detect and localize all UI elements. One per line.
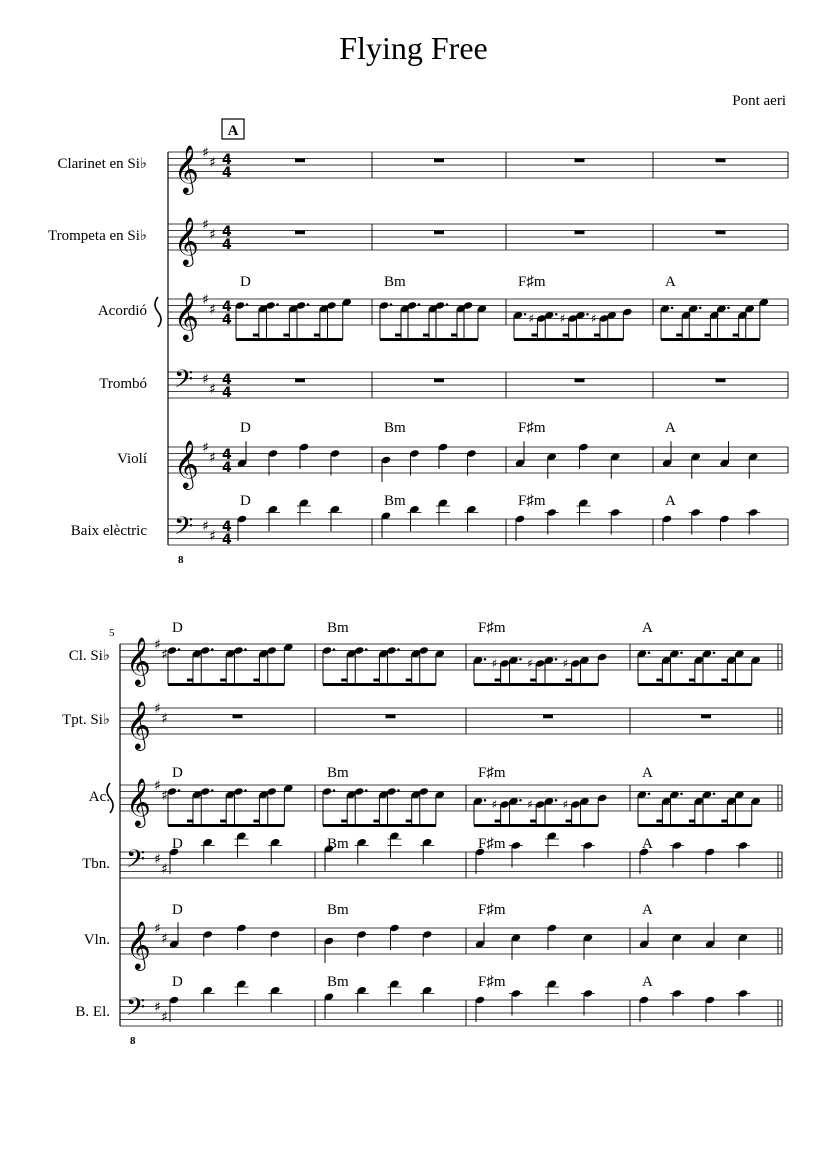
augmentation-dot	[555, 799, 558, 802]
time-signature-bottom: 4	[222, 312, 232, 328]
augmentation-dot	[586, 313, 589, 316]
whole-rest	[295, 159, 305, 163]
chord-symbol: F♯m	[478, 902, 506, 918]
whole-rest	[701, 715, 711, 719]
instrument-name: Clarinet en Si♭	[57, 156, 147, 172]
whole-rest	[434, 379, 444, 383]
chord-symbol: D	[172, 620, 183, 636]
whole-rest	[716, 159, 726, 163]
chord-symbol: D	[240, 274, 251, 290]
chord-symbol: Bm	[384, 274, 406, 290]
key-signature-sharp: ♯	[209, 381, 216, 398]
key-signature-sharp: ♯	[154, 701, 161, 717]
whole-rest	[575, 159, 585, 163]
bass-clef-icon: 𝄢	[126, 993, 146, 1028]
key-signature-sharp: ♯	[209, 449, 216, 466]
time-signature-top: 4	[222, 224, 232, 240]
time-signature-top: 4	[222, 519, 232, 535]
chord-symbol: F♯m	[518, 493, 546, 509]
accidental-sharp: ♯	[527, 797, 533, 812]
instrument-name: Tpt. Si♭	[62, 712, 110, 728]
augmentation-dot	[246, 303, 249, 306]
key-signature-sharp: ♯	[209, 154, 216, 171]
chord-symbol: Bm	[327, 902, 349, 918]
whole-rest	[295, 231, 305, 235]
chord-symbol: F♯m	[518, 420, 546, 436]
instrument-name: Violí	[117, 451, 147, 467]
augmentation-dot	[713, 651, 716, 654]
key-signature-sharp: ♯	[209, 226, 216, 243]
instrument-name: B. El.	[75, 1004, 110, 1020]
chord-symbol: F♯m	[478, 836, 506, 852]
chord-symbol: D	[240, 493, 251, 509]
augmentation-dot	[648, 792, 651, 795]
measure-number: 5	[109, 627, 115, 639]
accidental-sharp: ♯	[491, 656, 498, 671]
time-signature-bottom: 4	[222, 165, 232, 181]
chord-symbol: A	[665, 493, 676, 509]
chord-symbol: A	[665, 274, 676, 290]
treble-clef-icon: 𝄞	[126, 700, 151, 749]
time-signature-top: 4	[222, 447, 232, 463]
instrument-name: Ac.	[88, 789, 110, 805]
augmentation-dot	[680, 651, 683, 654]
whole-rest	[543, 715, 553, 719]
accidental-sharp: ♯	[562, 797, 569, 812]
treble-clef-icon: 𝄞	[126, 920, 151, 969]
augmentation-dot	[524, 313, 527, 316]
bass-clef-icon: 𝄢	[126, 845, 146, 880]
key-signature-sharp: ♯	[202, 518, 209, 535]
chord-symbol: A	[665, 420, 676, 436]
chord-symbol: A	[642, 765, 653, 781]
key-signature-sharp: ♯	[161, 861, 168, 878]
chord-symbol: Bm	[327, 620, 349, 636]
time-signature-top: 4	[222, 372, 232, 388]
chord-symbol: Bm	[384, 420, 406, 436]
chord-symbol: A	[642, 902, 653, 918]
chord-symbol: Bm	[327, 836, 349, 852]
octave-marking: 8	[130, 1035, 136, 1047]
treble-clef-icon: 𝄞	[174, 144, 199, 193]
augmentation-dot	[680, 792, 683, 795]
augmentation-dot	[307, 303, 310, 306]
augmentation-dot	[671, 306, 674, 309]
time-signature-top: 4	[222, 152, 232, 168]
treble-clef-icon: 𝄞	[174, 439, 199, 488]
augmentation-dot	[397, 789, 400, 792]
key-signature-sharp: ♯	[161, 787, 168, 804]
chord-symbol: Bm	[384, 493, 406, 509]
chord-symbol: A	[642, 620, 653, 636]
chord-symbol: A	[642, 836, 653, 852]
accidental-sharp: ♯	[491, 797, 498, 812]
whole-rest	[575, 231, 585, 235]
instrument-name: Baix elèctric	[70, 523, 147, 539]
octave-marking: 8	[178, 554, 184, 566]
augmentation-dot	[333, 789, 336, 792]
instrument-name: Trombó	[99, 376, 147, 392]
time-signature-top: 4	[222, 299, 232, 315]
key-signature-sharp: ♯	[161, 710, 168, 727]
augmentation-dot	[333, 648, 336, 651]
chord-symbol: A	[642, 974, 653, 990]
chord-symbol: D	[172, 902, 183, 918]
augmentation-dot	[365, 648, 368, 651]
time-signature-bottom: 4	[222, 460, 232, 476]
instrument-name: Acordió	[97, 303, 147, 319]
augmentation-dot	[484, 658, 487, 661]
time-signature-bottom: 4	[222, 237, 232, 253]
accidental-sharp: ♯	[528, 311, 535, 326]
instrument-name: Vln.	[83, 932, 110, 948]
time-signature-bottom: 4	[222, 532, 232, 548]
time-signature-bottom: 4	[222, 385, 232, 401]
whole-rest	[386, 715, 396, 719]
key-signature-sharp: ♯	[161, 1009, 168, 1026]
accidental-sharp: ♯	[562, 656, 569, 671]
key-signature-sharp: ♯	[161, 646, 168, 663]
key-signature-sharp: ♯	[202, 371, 209, 388]
augmentation-dot	[446, 303, 449, 306]
key-signature-sharp: ♯	[154, 851, 161, 868]
whole-rest	[716, 379, 726, 383]
key-signature-sharp: ♯	[154, 778, 161, 794]
augmentation-dot	[390, 303, 393, 306]
key-signature-sharp: ♯	[161, 930, 168, 947]
augmentation-dot	[244, 648, 247, 651]
augmentation-dot	[519, 799, 522, 802]
augmentation-dot	[699, 306, 702, 309]
bass-clef-icon: 𝄢	[174, 365, 194, 400]
chord-symbol: Bm	[327, 765, 349, 781]
chord-symbol: F♯m	[518, 274, 546, 290]
key-signature-sharp: ♯	[202, 440, 209, 456]
whole-rest	[434, 159, 444, 163]
augmentation-dot	[418, 303, 421, 306]
key-signature-sharp: ♯	[202, 217, 209, 233]
augmentation-dot	[555, 658, 558, 661]
chord-symbol: D	[172, 836, 183, 852]
augmentation-dot	[713, 792, 716, 795]
whole-rest	[716, 231, 726, 235]
chord-symbol: D	[172, 974, 183, 990]
chord-symbol: F♯m	[478, 974, 506, 990]
key-signature-sharp: ♯	[154, 921, 161, 937]
treble-clef-icon: 𝄞	[174, 291, 199, 340]
augmentation-dot	[519, 658, 522, 661]
augmentation-dot	[178, 648, 181, 651]
accidental-sharp: ♯	[527, 656, 533, 671]
chord-symbol: Bm	[327, 974, 349, 990]
chord-symbol: F♯m	[478, 765, 506, 781]
accordion-brace	[155, 297, 161, 327]
instrument-name: Cl. Si♭	[68, 648, 110, 664]
key-signature-sharp: ♯	[209, 528, 216, 545]
key-signature-sharp: ♯	[209, 301, 216, 318]
augmentation-dot	[555, 313, 558, 316]
augmentation-dot	[178, 789, 181, 792]
whole-rest	[434, 231, 444, 235]
augmentation-dot	[365, 789, 368, 792]
augmentation-dot	[397, 648, 400, 651]
chord-symbol: D	[240, 420, 251, 436]
treble-clef-icon: 𝄞	[126, 777, 151, 826]
augmentation-dot	[276, 303, 279, 306]
whole-rest	[233, 715, 243, 719]
augmentation-dot	[211, 648, 214, 651]
augmentation-dot	[484, 799, 487, 802]
whole-rest	[575, 379, 585, 383]
accidental-sharp: ♯	[590, 311, 597, 326]
augmentation-dot	[648, 651, 651, 654]
augmentation-dot	[244, 789, 247, 792]
accidental-sharp: ♯	[559, 311, 566, 326]
instrument-name: Trompeta en Si♭	[47, 228, 147, 244]
whole-rest	[295, 379, 305, 383]
treble-clef-icon: 𝄞	[126, 636, 151, 685]
chord-symbol: D	[172, 765, 183, 781]
key-signature-sharp: ♯	[202, 145, 209, 161]
score-title: Flying Free	[339, 30, 488, 66]
rehearsal-mark: A	[227, 123, 239, 139]
key-signature-sharp: ♯	[202, 292, 209, 308]
key-signature-sharp: ♯	[154, 999, 161, 1016]
treble-clef-icon: 𝄞	[174, 216, 199, 265]
key-signature-sharp: ♯	[154, 637, 161, 653]
augmentation-dot	[727, 306, 730, 309]
instrument-name: Tbn.	[82, 856, 110, 872]
chord-symbol: F♯m	[478, 620, 506, 636]
augmentation-dot	[211, 789, 214, 792]
composer: Pont aeri	[732, 93, 786, 109]
bass-clef-icon: 𝄢	[174, 512, 194, 547]
